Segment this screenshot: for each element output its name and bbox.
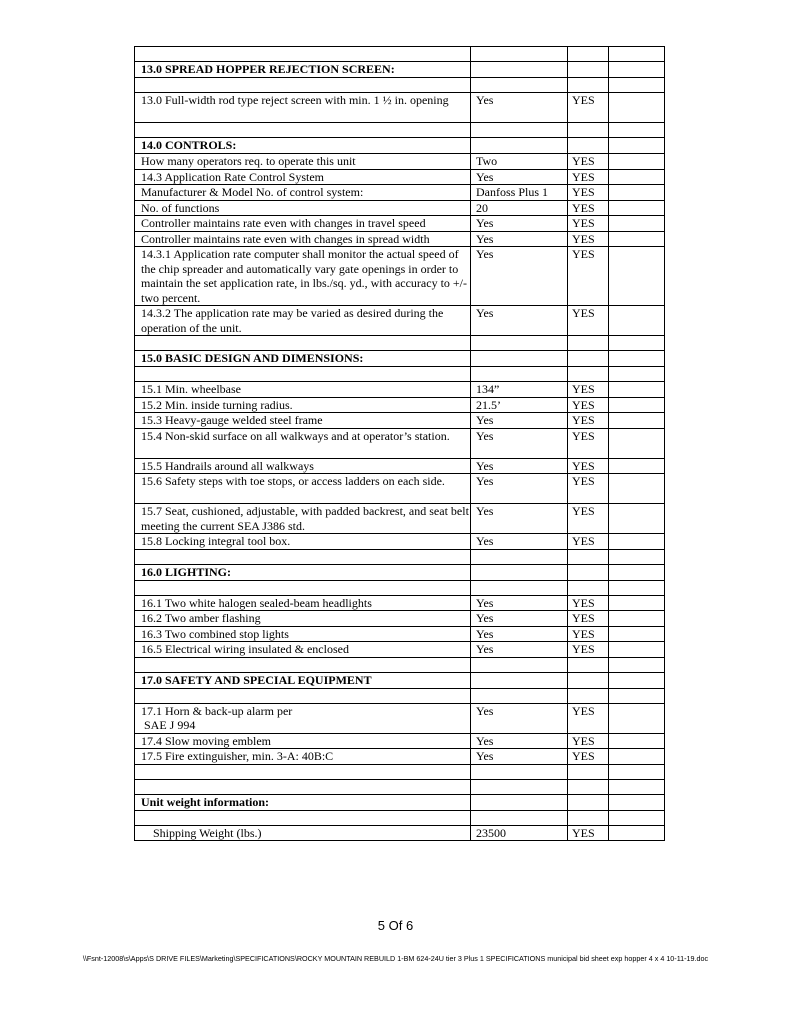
- item-value: [471, 764, 568, 779]
- item-extra: [609, 642, 665, 658]
- specification-table: [134, 46, 665, 841]
- item-description: 17.4 Slow moving emblem: [135, 733, 471, 749]
- section-header-row: [135, 564, 665, 580]
- item-value: [471, 779, 568, 794]
- spacer-row: [135, 657, 665, 672]
- item-extra: [609, 93, 665, 123]
- item-compliance: YES: [568, 595, 609, 611]
- table-row: [135, 595, 665, 611]
- item-value: 134”: [471, 382, 568, 398]
- spacer-row: [135, 47, 665, 62]
- item-extra: [609, 306, 665, 336]
- item-extra: [609, 138, 665, 154]
- item-compliance: YES: [568, 534, 609, 550]
- item-compliance: [568, 580, 609, 595]
- item-description: 15.7 Seat, cushioned, adjustable, with padded backrest, and seat belt meeting the current SEA J386 std.: [135, 504, 471, 534]
- item-extra: [609, 764, 665, 779]
- item-extra: [609, 504, 665, 534]
- item-value: [471, 47, 568, 62]
- table-row: [135, 458, 665, 474]
- item-extra: [609, 657, 665, 672]
- item-extra: [609, 47, 665, 62]
- item-compliance: [568, 351, 609, 367]
- item-description: 16.2 Two amber flashing: [135, 611, 471, 627]
- item-description: How many operators req. to operate this unit: [135, 154, 471, 170]
- item-compliance: [568, 564, 609, 580]
- item-value: [471, 549, 568, 564]
- item-value: [471, 794, 568, 810]
- item-compliance: YES: [568, 247, 609, 306]
- item-value: Yes: [471, 231, 568, 247]
- item-compliance: [568, 672, 609, 688]
- item-extra: [609, 231, 665, 247]
- item-extra: [609, 428, 665, 458]
- item-extra: [609, 611, 665, 627]
- item-description: Controller maintains rate even with changes in spread width: [135, 231, 471, 247]
- item-compliance: YES: [568, 216, 609, 232]
- table-row: [135, 154, 665, 170]
- item-description: [135, 549, 471, 564]
- item-extra: [609, 169, 665, 185]
- item-compliance: YES: [568, 185, 609, 201]
- item-description: 14.3 Application Rate Control System: [135, 169, 471, 185]
- table-row: [135, 216, 665, 232]
- item-extra: [609, 397, 665, 413]
- table-row: [135, 642, 665, 658]
- item-extra: [609, 794, 665, 810]
- item-description: 16.1 Two white halogen sealed-beam headlights: [135, 595, 471, 611]
- item-description: 17.1 Horn & back-up alarm per SAE J 994: [135, 703, 471, 733]
- table-row: [135, 733, 665, 749]
- item-value: Yes: [471, 428, 568, 458]
- item-extra: [609, 123, 665, 138]
- item-compliance: [568, 657, 609, 672]
- item-extra: [609, 703, 665, 733]
- item-value: [471, 78, 568, 93]
- item-compliance: YES: [568, 231, 609, 247]
- table-row: [135, 504, 665, 534]
- item-value: Yes: [471, 749, 568, 765]
- item-description: Unit weight information:: [135, 794, 471, 810]
- item-compliance: [568, 47, 609, 62]
- item-compliance: [568, 549, 609, 564]
- item-value: Yes: [471, 93, 568, 123]
- item-compliance: [568, 336, 609, 351]
- item-description: [135, 764, 471, 779]
- item-compliance: YES: [568, 642, 609, 658]
- item-extra: [609, 154, 665, 170]
- item-extra: [609, 413, 665, 429]
- table-row: [135, 428, 665, 458]
- footer-file-path: \\Fsnt-12008\s\Apps\S DRIVE FILES\Marketing\SPECIFICATIONS\ROCKY MOUNTAIN REBUILD 1-BM 624-24U tier 3 Plus 1 SPECIFICATIONS municipal bid sheet exp hopper 4 x 4 10-11-19.doc: [82, 954, 709, 963]
- item-compliance: [568, 764, 609, 779]
- item-value: [471, 62, 568, 78]
- table-row: [135, 185, 665, 201]
- item-extra: [609, 580, 665, 595]
- item-value: Yes: [471, 733, 568, 749]
- spacer-row: [135, 764, 665, 779]
- item-value: Yes: [471, 642, 568, 658]
- item-value: Yes: [471, 595, 568, 611]
- item-value: [471, 123, 568, 138]
- item-description: [135, 657, 471, 672]
- item-compliance: YES: [568, 306, 609, 336]
- item-extra: [609, 474, 665, 504]
- item-value: Yes: [471, 474, 568, 504]
- spacer-row: [135, 367, 665, 382]
- item-value: Two: [471, 154, 568, 170]
- item-compliance: YES: [568, 474, 609, 504]
- table-row: [135, 703, 665, 733]
- spacer-row: [135, 123, 665, 138]
- item-value: [471, 564, 568, 580]
- item-extra: [609, 672, 665, 688]
- item-description: 15.6 Safety steps with toe stops, or access ladders on each side.: [135, 474, 471, 504]
- item-description: 16.0 LIGHTING:: [135, 564, 471, 580]
- item-compliance: YES: [568, 428, 609, 458]
- item-description: Controller maintains rate even with changes in travel speed: [135, 216, 471, 232]
- item-compliance: [568, 794, 609, 810]
- item-compliance: YES: [568, 626, 609, 642]
- item-compliance: YES: [568, 413, 609, 429]
- spacer-row: [135, 688, 665, 703]
- item-compliance: [568, 123, 609, 138]
- item-compliance: [568, 138, 609, 154]
- table-row: [135, 397, 665, 413]
- table-row: [135, 231, 665, 247]
- item-extra: [609, 688, 665, 703]
- table-row: [135, 749, 665, 765]
- table-row: [135, 611, 665, 627]
- item-value: [471, 336, 568, 351]
- item-value: [471, 672, 568, 688]
- item-description: [135, 336, 471, 351]
- item-compliance: [568, 367, 609, 382]
- item-compliance: YES: [568, 397, 609, 413]
- item-value: Yes: [471, 247, 568, 306]
- item-extra: [609, 458, 665, 474]
- item-compliance: [568, 62, 609, 78]
- table-row: [135, 169, 665, 185]
- item-compliance: YES: [568, 200, 609, 216]
- table-row: [135, 200, 665, 216]
- item-extra: [609, 185, 665, 201]
- item-description: 15.1 Min. wheelbase: [135, 382, 471, 398]
- section-header-row: [135, 794, 665, 810]
- item-description: [135, 810, 471, 825]
- item-value: [471, 657, 568, 672]
- item-extra: [609, 825, 665, 841]
- item-value: [471, 580, 568, 595]
- item-description: 15.2 Min. inside turning radius.: [135, 397, 471, 413]
- item-description: 14.0 CONTROLS:: [135, 138, 471, 154]
- item-compliance: YES: [568, 504, 609, 534]
- item-extra: [609, 216, 665, 232]
- table-row: [135, 825, 665, 841]
- item-description: [135, 123, 471, 138]
- table-row: [135, 626, 665, 642]
- item-value: Yes: [471, 169, 568, 185]
- item-value: Yes: [471, 306, 568, 336]
- table-row: [135, 413, 665, 429]
- section-header-row: [135, 351, 665, 367]
- spacer-row: [135, 580, 665, 595]
- item-extra: [609, 367, 665, 382]
- item-value: [471, 367, 568, 382]
- item-compliance: YES: [568, 703, 609, 733]
- item-extra: [609, 534, 665, 550]
- item-description: 13.0 SPREAD HOPPER REJECTION SCREEN:: [135, 62, 471, 78]
- item-extra: [609, 200, 665, 216]
- table-row: [135, 534, 665, 550]
- item-description: 15.5 Handrails around all walkways: [135, 458, 471, 474]
- item-value: [471, 138, 568, 154]
- item-extra: [609, 749, 665, 765]
- item-compliance: YES: [568, 733, 609, 749]
- item-value: [471, 810, 568, 825]
- item-description: 13.0 Full-width rod type reject screen with min. 1 ½ in. opening: [135, 93, 471, 123]
- item-compliance: YES: [568, 749, 609, 765]
- item-extra: [609, 78, 665, 93]
- item-description: 17.5 Fire extinguisher, min. 3-A: 40B:C: [135, 749, 471, 765]
- spacer-row: [135, 779, 665, 794]
- item-extra: [609, 810, 665, 825]
- item-compliance: [568, 779, 609, 794]
- item-compliance: YES: [568, 611, 609, 627]
- item-compliance: YES: [568, 382, 609, 398]
- item-value: 20: [471, 200, 568, 216]
- section-header-row: [135, 62, 665, 78]
- item-compliance: [568, 688, 609, 703]
- item-extra: [609, 62, 665, 78]
- table-row: [135, 247, 665, 306]
- item-description: [135, 47, 471, 62]
- item-value: Yes: [471, 534, 568, 550]
- item-extra: [609, 779, 665, 794]
- item-description: [135, 779, 471, 794]
- item-description: 15.3 Heavy-gauge welded steel frame: [135, 413, 471, 429]
- item-compliance: YES: [568, 169, 609, 185]
- item-value: Yes: [471, 504, 568, 534]
- table-row: [135, 382, 665, 398]
- item-extra: [609, 733, 665, 749]
- item-extra: [609, 247, 665, 306]
- specification-table-body: [135, 47, 665, 841]
- spacer-row: [135, 549, 665, 564]
- item-value: Danfoss Plus 1: [471, 185, 568, 201]
- item-description: [135, 580, 471, 595]
- item-value: Yes: [471, 703, 568, 733]
- spacer-row: [135, 336, 665, 351]
- section-header-row: [135, 672, 665, 688]
- item-extra: [609, 336, 665, 351]
- item-value: [471, 688, 568, 703]
- page-number: 5 Of 6: [377, 918, 414, 933]
- item-value: Yes: [471, 611, 568, 627]
- item-compliance: YES: [568, 93, 609, 123]
- item-description: No. of functions: [135, 200, 471, 216]
- item-extra: [609, 351, 665, 367]
- spacer-row: [135, 810, 665, 825]
- item-description: [135, 78, 471, 93]
- item-value: Yes: [471, 216, 568, 232]
- item-extra: [609, 549, 665, 564]
- item-description: Manufacturer & Model No. of control system:: [135, 185, 471, 201]
- spacer-row: [135, 78, 665, 93]
- section-header-row: [135, 138, 665, 154]
- item-value: Yes: [471, 413, 568, 429]
- item-description: 14.3.2 The application rate may be varied as desired during the operation of the unit.: [135, 306, 471, 336]
- item-extra: [609, 595, 665, 611]
- item-value: 23500: [471, 825, 568, 841]
- item-description: 17.0 SAFETY AND SPECIAL EQUIPMENT: [135, 672, 471, 688]
- table-row: [135, 306, 665, 336]
- item-value: Yes: [471, 626, 568, 642]
- item-description: 15.8 Locking integral tool box.: [135, 534, 471, 550]
- item-extra: [609, 626, 665, 642]
- item-compliance: [568, 810, 609, 825]
- item-description: [135, 367, 471, 382]
- item-description: 16.5 Electrical wiring insulated & enclosed: [135, 642, 471, 658]
- item-description: [135, 688, 471, 703]
- item-value: 21.5’: [471, 397, 568, 413]
- item-description: 14.3.1 Application rate computer shall monitor the actual speed of the chip spreader and automatically vary gate openings in order to maintain the set application rate, in lbs./sq. yd., with accuracy to +/- two percent.: [135, 247, 471, 306]
- item-compliance: YES: [568, 825, 609, 841]
- item-description: 15.0 BASIC DESIGN AND DIMENSIONS:: [135, 351, 471, 367]
- table-row: [135, 93, 665, 123]
- item-value: [471, 351, 568, 367]
- item-value: Yes: [471, 458, 568, 474]
- item-compliance: YES: [568, 154, 609, 170]
- item-compliance: [568, 78, 609, 93]
- item-extra: [609, 564, 665, 580]
- item-extra: [609, 382, 665, 398]
- item-compliance: YES: [568, 458, 609, 474]
- item-description: 16.3 Two combined stop lights: [135, 626, 471, 642]
- item-description: Shipping Weight (lbs.): [135, 825, 471, 841]
- item-description: 15.4 Non-skid surface on all walkways and at operator’s station.: [135, 428, 471, 458]
- table-row: [135, 474, 665, 504]
